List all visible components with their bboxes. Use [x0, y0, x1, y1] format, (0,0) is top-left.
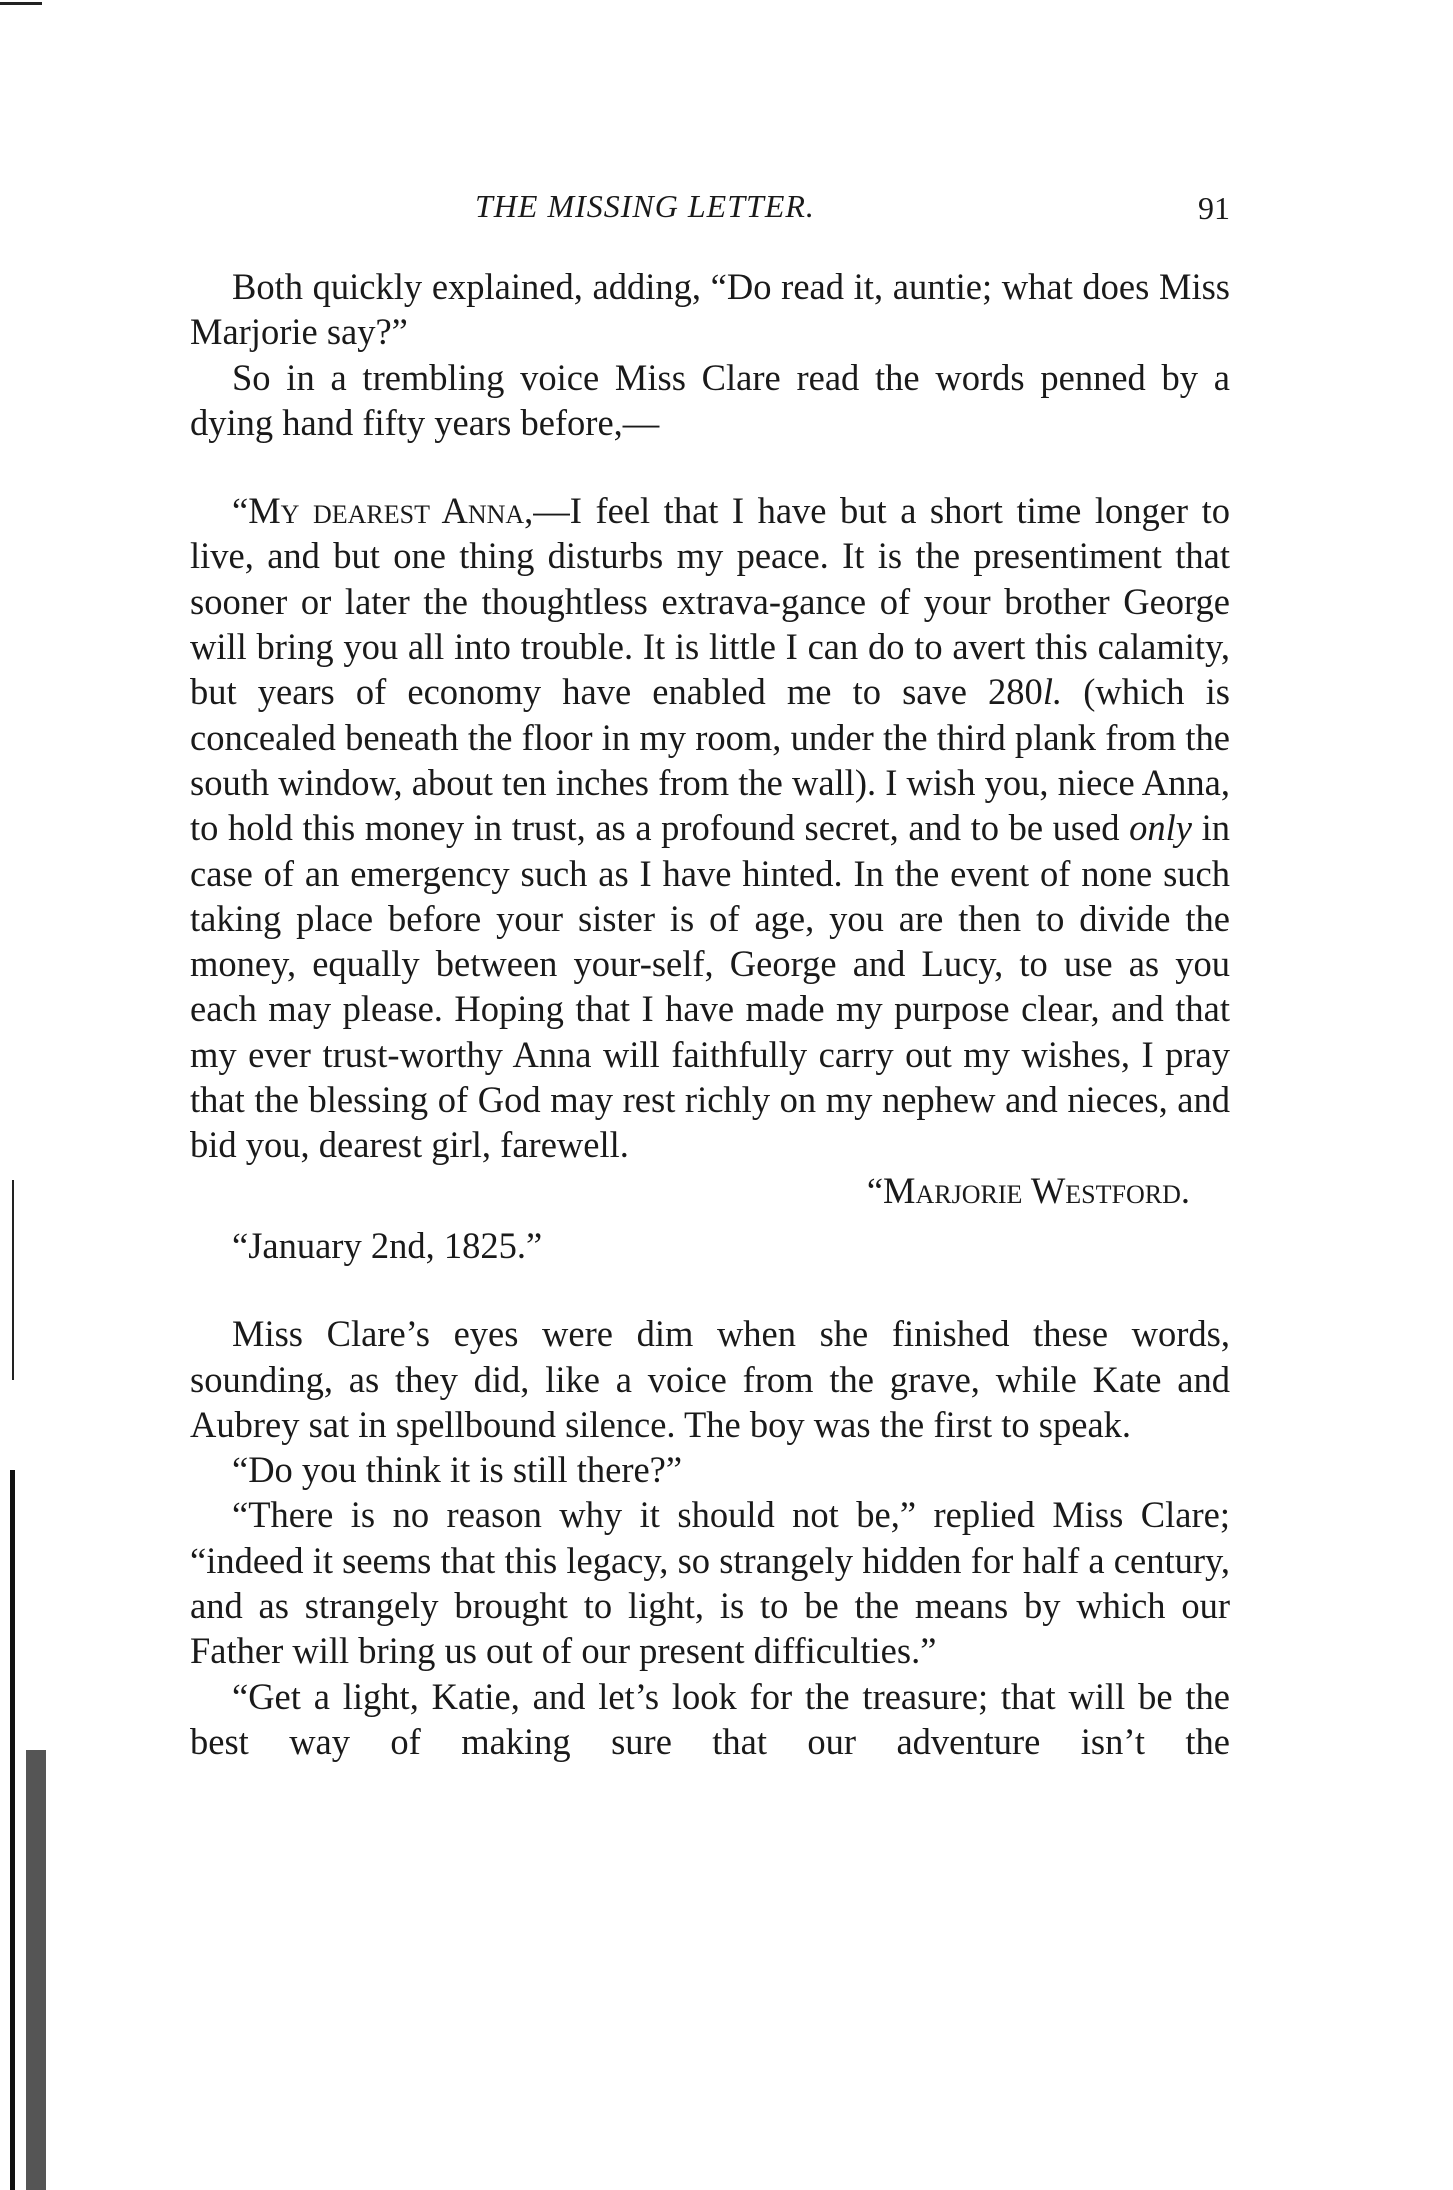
letter-date: “January 2nd, 1825.” [232, 1224, 543, 1266]
letter-money-unit: l. [1042, 671, 1063, 713]
letter-body-1: —I feel that I have but a short time longer to live, and but one thing disturbs my peace. It is the presentiment that sooner or later the thoughtless extrava-gance of your brother George will bring you all into trouble. It is little I can do to avert this calamity, but years of economy have enabled me to save 280 [190, 490, 1230, 713]
page-header [190, 188, 1230, 238]
page-number: 91 [1198, 190, 1230, 226]
paragraph-2: So in a trembling voice Miss Clare read the words penned by a dying hand fifty years before,— [190, 356, 1230, 443]
scan-edge-mark-left-3 [26, 1750, 46, 2190]
page-body [190, 264, 1230, 1764]
letter-emphasis: only [1129, 807, 1192, 849]
scan-edge-mark-top [0, 2, 42, 5]
paragraph-4: “Do you think it is still there?” [232, 1449, 683, 1491]
running-title: THE MISSING LETTER. [475, 188, 815, 224]
scan-edge-mark-left-2 [10, 1470, 15, 2190]
paragraph-1: Both quickly explained, adding, “Do read it, auntie; what does Miss Marjorie say?” [190, 266, 1230, 353]
letter-text [190, 488, 1230, 1167]
letter-body-3: in case of an emergency such as I have hinted. In the event of none such taking place before your sister is of age, you are then to divide the money, equally between your-self, George and Lucy, to use as you each may please. Hoping that I have made my purpose clear, and that my ever trust-worthy Anna will faithfully carry out my wishes, I pray that the blessing of God may rest richly on my nephew and nieces, and bid you, dearest girl, farewell. [190, 807, 1230, 1166]
letter-signature: “Marjorie Westford. [866, 1169, 1190, 1211]
paragraph-6: “Get a light, Katie, and let’s look for the treasure; that will be the best way of making sure that our adventure isn’t the [190, 1675, 1230, 1762]
letter-body-2: (which is concealed beneath the floor in my room, under the third plank from the south window, about ten inches from the wall). I wish you, niece Anna, to hold this money in trust, as a profound secret, and to be used [190, 671, 1231, 849]
letter-salutation: “My dearest Anna, [232, 490, 534, 532]
paragraph-3: Miss Clare’s eyes were dim when she finished these words, sounding, as they did, like a voice from the grave, while Kate and Aubrey sat in spellbound silence. The boy was the first to speak. [190, 1313, 1230, 1445]
paragraph-5: “There is no reason why it should not be,” replied Miss Clare; “indeed it seems that this legacy, so strangely hidden for half a century, and as strangely brought to light, is to be the means by which our Father will bring us out of our present difficulties.” [190, 1494, 1230, 1672]
scan-edge-mark-left-1 [12, 1180, 14, 1380]
